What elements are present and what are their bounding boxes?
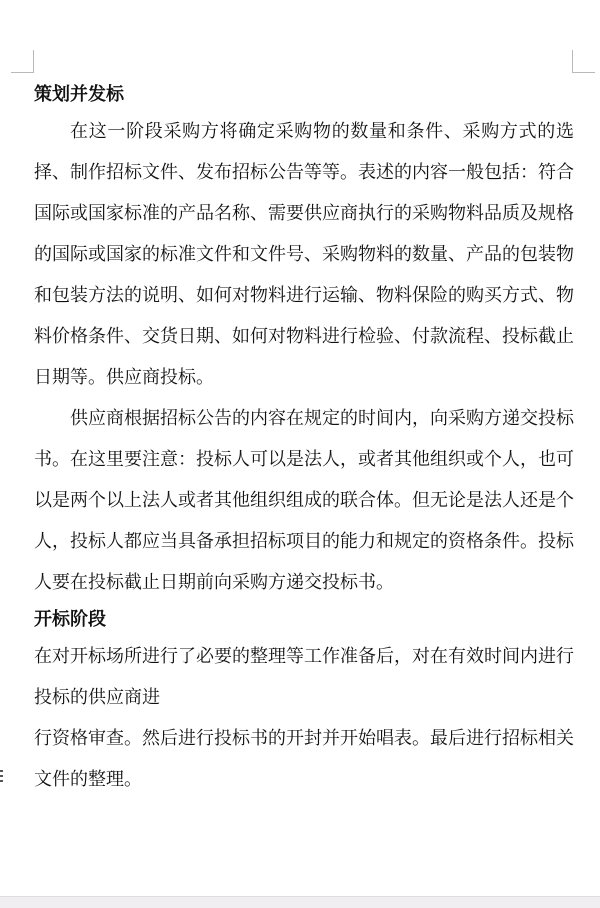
section-heading-bidding: 策划并发标 (34, 84, 124, 105)
paragraph-supplier-bid: 供应商根据招标公告的内容在规定的时间内，向采购方递交投标书。在这里要注意：投标人可以是法人，或者其他组织或个人，也可以是两个以上法人或者其他组织组成的联合体。但无论是法人还是个人，投标人都应当具备承担招标项目的能力和规定的资格条件。投标人要在投标截止日期前向采购方递交投标书。 (34, 408, 574, 593)
bottom-toolbar-strip (0, 896, 600, 908)
document-body[interactable] (34, 78, 574, 800)
margin-corner-top-right (572, 50, 595, 73)
margin-corner-top-left (11, 50, 34, 73)
drag-handle-icon[interactable] (0, 770, 4, 786)
paragraph-bidding-intro: 在这一阶段采购方将确定采购物的数量和条件、采购方式的选择、制作招标文件、发布招标公告等等。表述的内容一般包括：符合国际或国家标准的产品名称、需要供应商执行的采购物料品质及规格的国际或国家的标准文件和文件号、采购物料的数量、产品的包装物和包装方法的说明、如何对物料进行运输、物料保险的购买方式、物料价格条件、交货日期、如何对物料进行检验、付款流程、投标截止日期等。供应商投标。 (34, 121, 574, 388)
paragraph-opening-line1: 在对开标场所进行了必要的整理等工作准备后，对在有效时间内进行投标的供应商进 (34, 646, 574, 708)
paragraph-opening-line2: 行资格审查。然后进行投标书的开封并开始唱表。最后进行招标相关文件的整理。 (34, 728, 574, 790)
section-heading-opening: 开标阶段 (34, 609, 106, 630)
